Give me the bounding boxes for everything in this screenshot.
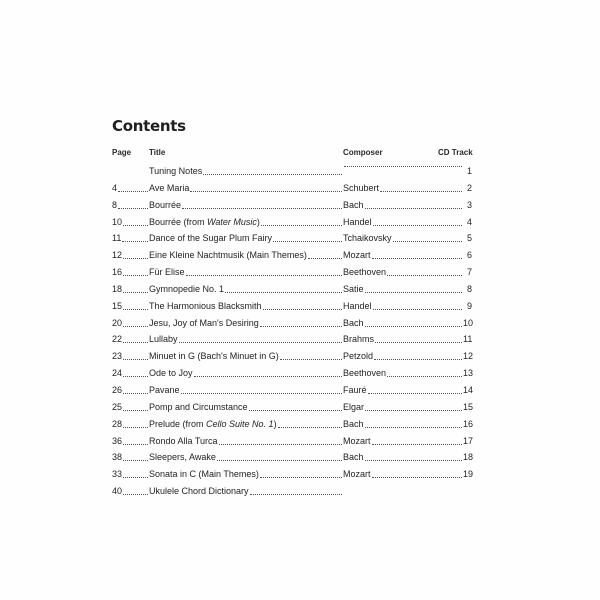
song-title — [149, 384, 180, 397]
page-number: 18 — [112, 283, 123, 294]
composer-cell — [343, 266, 463, 279]
composer-name: Beethoven — [343, 368, 387, 379]
dot-leader — [123, 375, 148, 377]
title-cell — [149, 283, 343, 296]
dot-leader — [123, 224, 148, 226]
cd-track-number: 13 — [463, 368, 474, 379]
dot-leader — [365, 325, 462, 327]
table-row — [112, 216, 472, 233]
composer-name: Bach — [343, 199, 364, 210]
page-number-cell — [112, 333, 149, 346]
cd-track-number: 16 — [463, 418, 474, 429]
dot-leader — [374, 358, 462, 360]
song-title-suffix: ) — [256, 216, 260, 227]
dot-leader — [380, 190, 462, 192]
composer-cell — [343, 418, 463, 431]
page-number-cell — [112, 350, 149, 363]
title-cell — [149, 384, 343, 397]
title-cell — [149, 451, 343, 464]
dot-leader — [373, 308, 462, 310]
song-title — [149, 300, 262, 313]
dot-leader — [123, 308, 148, 310]
composer-cell — [343, 216, 463, 229]
composer-cell — [343, 300, 463, 313]
page-number: 4 — [112, 182, 118, 193]
table-row — [112, 266, 472, 283]
song-title-text: Gymnopedie No. 1 — [149, 283, 225, 294]
composer-cell — [343, 384, 463, 397]
composer-cell — [343, 249, 463, 262]
dot-leader — [260, 476, 342, 478]
song-title-text: Minuet in G (Bach's Minuet in G) — [149, 351, 279, 362]
cd-track-number: 6 — [466, 250, 472, 261]
song-title-text: The Harmonious Blacksmith — [149, 300, 262, 311]
page-number-cell — [112, 435, 149, 448]
dot-leader — [123, 426, 148, 428]
song-title-text: Ave Maria — [149, 182, 190, 193]
table-row — [112, 283, 472, 300]
composer-cell — [343, 199, 463, 212]
page-number-cell — [112, 367, 149, 380]
composer-name: Petzold — [343, 351, 374, 362]
dot-leader — [123, 392, 148, 394]
page-number-cell — [112, 317, 149, 330]
song-title-text: Dance of the Sugar Plum Fairy — [149, 233, 273, 244]
cd-track-number: 5 — [466, 233, 472, 244]
dot-leader — [273, 240, 342, 242]
page-number-cell — [112, 468, 149, 481]
table-row — [112, 300, 472, 317]
composer-name: Schubert — [343, 182, 380, 193]
dot-leader — [375, 341, 462, 343]
dot-leader — [368, 392, 462, 394]
composer-name: Mozart — [343, 435, 371, 446]
cd-track-number: 12 — [463, 351, 474, 362]
cd-track-number: 18 — [463, 452, 474, 463]
dot-leader — [365, 409, 462, 411]
dot-leader — [261, 224, 342, 226]
dot-leader — [123, 274, 148, 276]
page-number-cell — [112, 182, 149, 195]
composer-cell — [343, 232, 463, 245]
composer-cell — [343, 350, 463, 363]
title-cell — [149, 266, 343, 279]
table-row — [112, 384, 472, 401]
table-row — [112, 485, 472, 502]
composer-name: Fauré — [343, 384, 367, 395]
cd-track-number: 17 — [463, 435, 474, 446]
page-number-cell — [112, 485, 149, 498]
composer-cell — [343, 333, 463, 346]
dot-leader — [203, 173, 342, 175]
dot-leader — [123, 493, 148, 495]
composer-name: Satie — [343, 283, 364, 294]
song-title-italic: Water Music — [207, 216, 257, 227]
dot-leader — [387, 274, 462, 276]
song-title — [149, 249, 307, 262]
title-cell — [149, 485, 343, 498]
title-cell — [149, 367, 343, 380]
song-title — [149, 283, 224, 296]
dot-leader — [372, 443, 462, 445]
page-number-cell — [112, 300, 149, 313]
composer-name: Handel — [343, 300, 372, 311]
song-title-suffix: ) — [273, 418, 277, 429]
composer-name: Brahms — [343, 334, 375, 345]
dot-leader — [123, 291, 148, 293]
composer-cell — [343, 401, 463, 414]
table-row — [112, 350, 472, 367]
dot-leader — [123, 459, 148, 461]
page-number: 16 — [112, 267, 123, 278]
composer-name: Elgar — [343, 401, 365, 412]
dot-leader — [372, 476, 462, 478]
composer-name: Bach — [343, 317, 364, 328]
title-cell — [149, 350, 343, 363]
title-cell — [149, 182, 343, 195]
table-row — [112, 317, 472, 334]
page-number: 40 — [112, 486, 123, 497]
composer-cell — [343, 165, 463, 170]
song-title-text: Ode to Joy — [149, 368, 193, 379]
table-row — [112, 418, 472, 435]
page-number-cell — [112, 401, 149, 414]
page-number: 33 — [112, 469, 123, 480]
composer-name: Mozart — [343, 469, 371, 480]
cd-track-number: 3 — [466, 199, 472, 210]
column-header-composer: Composer — [343, 148, 383, 157]
dot-leader — [123, 409, 148, 411]
song-title-text: Ukulele Chord Dictionary — [149, 486, 249, 497]
page-number: 38 — [112, 452, 123, 463]
song-title-italic: Cello Suite No. 1 — [206, 418, 274, 429]
table-row — [112, 232, 472, 249]
page-number: 26 — [112, 384, 123, 395]
composer-name: Beethoven — [343, 267, 387, 278]
dot-leader — [365, 291, 462, 293]
cd-track-number: 10 — [463, 317, 474, 328]
column-header-page: Page — [112, 148, 132, 157]
song-title-text: Pomp and Circumstance — [149, 401, 248, 412]
dot-leader — [250, 493, 342, 495]
page-number-cell — [112, 283, 149, 296]
song-title — [149, 451, 216, 464]
title-cell — [149, 199, 343, 212]
table-row — [112, 451, 472, 468]
cd-track-number: 14 — [463, 384, 474, 395]
title-cell — [149, 249, 343, 262]
composer-cell — [343, 317, 463, 330]
title-cell — [149, 216, 343, 229]
song-title-text: Bourrée (from — [149, 216, 208, 227]
page-number: 8 — [112, 199, 118, 210]
table-row — [112, 182, 472, 199]
page-number-cell — [112, 451, 149, 464]
cd-track-number: 1 — [466, 166, 472, 176]
page-number-cell — [112, 418, 149, 431]
dot-leader — [181, 392, 342, 394]
dot-leader — [123, 476, 148, 478]
dot-leader — [123, 443, 148, 445]
cd-track-number: 4 — [466, 216, 472, 227]
song-title-text: Rondo Alla Turca — [149, 435, 218, 446]
dot-leader — [365, 426, 462, 428]
dot-leader — [387, 375, 462, 377]
title-cell — [149, 333, 343, 346]
song-title-text: Tuning Notes — [149, 166, 203, 176]
dot-leader — [194, 375, 342, 377]
composer-name: Tchaikovsky — [343, 233, 392, 244]
dot-leader — [123, 341, 148, 343]
page-number: 11 — [112, 233, 122, 244]
page-number: 15 — [112, 300, 123, 311]
dot-leader — [190, 190, 342, 192]
page-number-cell — [112, 216, 149, 229]
title-cell — [149, 435, 343, 448]
song-title — [149, 468, 259, 481]
table-row — [112, 367, 472, 384]
page-number: 10 — [112, 216, 123, 227]
song-title — [149, 182, 189, 195]
song-title — [149, 333, 178, 346]
title-cell — [149, 418, 343, 431]
dot-leader — [219, 443, 342, 445]
song-title-text: Pavane — [149, 384, 180, 395]
song-title-text: Sonata in C (Main Themes) — [149, 469, 259, 480]
song-title — [149, 317, 259, 330]
table-row — [112, 401, 472, 418]
composer-cell — [343, 367, 463, 380]
dot-leader — [263, 308, 342, 310]
composer-cell — [343, 451, 463, 464]
dot-leader — [123, 325, 148, 327]
page-number: 12 — [112, 250, 123, 261]
page-number-cell — [112, 384, 149, 397]
song-title — [149, 266, 185, 279]
table-row — [112, 249, 472, 266]
page-number: 28 — [112, 418, 123, 429]
song-title-text: Prelude (from — [149, 418, 207, 429]
song-title-text: Für Elise — [149, 267, 185, 278]
page-number: 20 — [112, 317, 123, 328]
song-title-text: Bourrée — [149, 199, 182, 210]
title-cell — [149, 300, 343, 313]
dot-leader — [179, 341, 342, 343]
song-title — [149, 199, 181, 212]
column-header-title: Title — [149, 148, 166, 157]
composer-name: Bach — [343, 418, 364, 429]
dot-leader — [182, 207, 342, 209]
title-cell — [149, 468, 343, 481]
song-title — [149, 350, 279, 363]
page-number: 23 — [112, 351, 123, 362]
page-number: 24 — [112, 368, 123, 379]
song-title — [149, 165, 202, 178]
page-number: 22 — [112, 334, 123, 345]
table-row — [112, 435, 472, 452]
dot-leader — [372, 257, 462, 259]
page-number: 36 — [112, 435, 123, 446]
song-title — [149, 401, 248, 414]
song-title — [149, 485, 249, 498]
cd-track-number: 2 — [466, 182, 472, 193]
composer-cell — [343, 283, 463, 296]
dot-leader — [278, 426, 342, 428]
song-title-text: Lullaby — [149, 334, 178, 345]
cd-track-number: 8 — [466, 283, 472, 294]
composer-cell — [343, 182, 463, 195]
composer-name: Handel — [343, 216, 372, 227]
title-cell — [149, 401, 343, 414]
dot-leader — [123, 358, 148, 360]
cd-track-number: 15 — [463, 401, 474, 412]
page-number-cell — [112, 199, 149, 212]
dot-leader — [249, 409, 342, 411]
dot-leader — [186, 274, 342, 276]
song-title — [149, 216, 260, 229]
cd-track-number: 19 — [463, 469, 474, 480]
page-number-cell — [112, 249, 149, 262]
dot-leader — [308, 257, 342, 259]
cd-track-number: 11 — [463, 334, 473, 345]
dot-leader — [225, 291, 342, 293]
contents-list — [112, 165, 472, 502]
song-title — [149, 232, 272, 245]
page-title: Contents — [112, 117, 186, 135]
song-title — [149, 435, 218, 448]
cd-track-number: 7 — [466, 267, 472, 278]
dot-leader — [373, 224, 462, 226]
composer-cell — [343, 468, 463, 481]
dot-leader — [217, 459, 342, 461]
song-title — [149, 418, 277, 431]
page-number: 25 — [112, 401, 123, 412]
table-row — [112, 199, 472, 216]
table-row — [112, 165, 472, 182]
dot-leader — [280, 358, 342, 360]
title-cell — [149, 165, 343, 178]
dot-leader — [122, 240, 148, 242]
song-title-text: Sleepers, Awake — [149, 452, 216, 463]
dot-leader — [393, 240, 462, 242]
title-cell — [149, 232, 343, 245]
song-title-text: Eine Kleine Nachtmusik (Main Themes) — [149, 250, 307, 261]
song-title — [149, 367, 193, 380]
page-number-cell — [112, 232, 149, 245]
dot-leader — [365, 459, 462, 461]
dot-leader — [365, 207, 462, 209]
composer-cell — [343, 435, 463, 448]
page-number-cell — [112, 266, 149, 279]
dot-leader — [118, 207, 148, 209]
song-title-text: Jesu, Joy of Man's Desiring — [149, 317, 259, 328]
cd-track-number: 9 — [466, 300, 472, 311]
title-cell — [149, 317, 343, 330]
dot-leader — [118, 190, 148, 192]
composer-name: Bach — [343, 452, 364, 463]
table-row — [112, 468, 472, 485]
table-row — [112, 333, 472, 350]
dot-leader — [344, 165, 462, 167]
dot-leader — [260, 325, 342, 327]
dot-leader — [123, 257, 148, 259]
column-header-cd-track: CD Track — [438, 148, 473, 157]
composer-name: Mozart — [343, 250, 371, 261]
